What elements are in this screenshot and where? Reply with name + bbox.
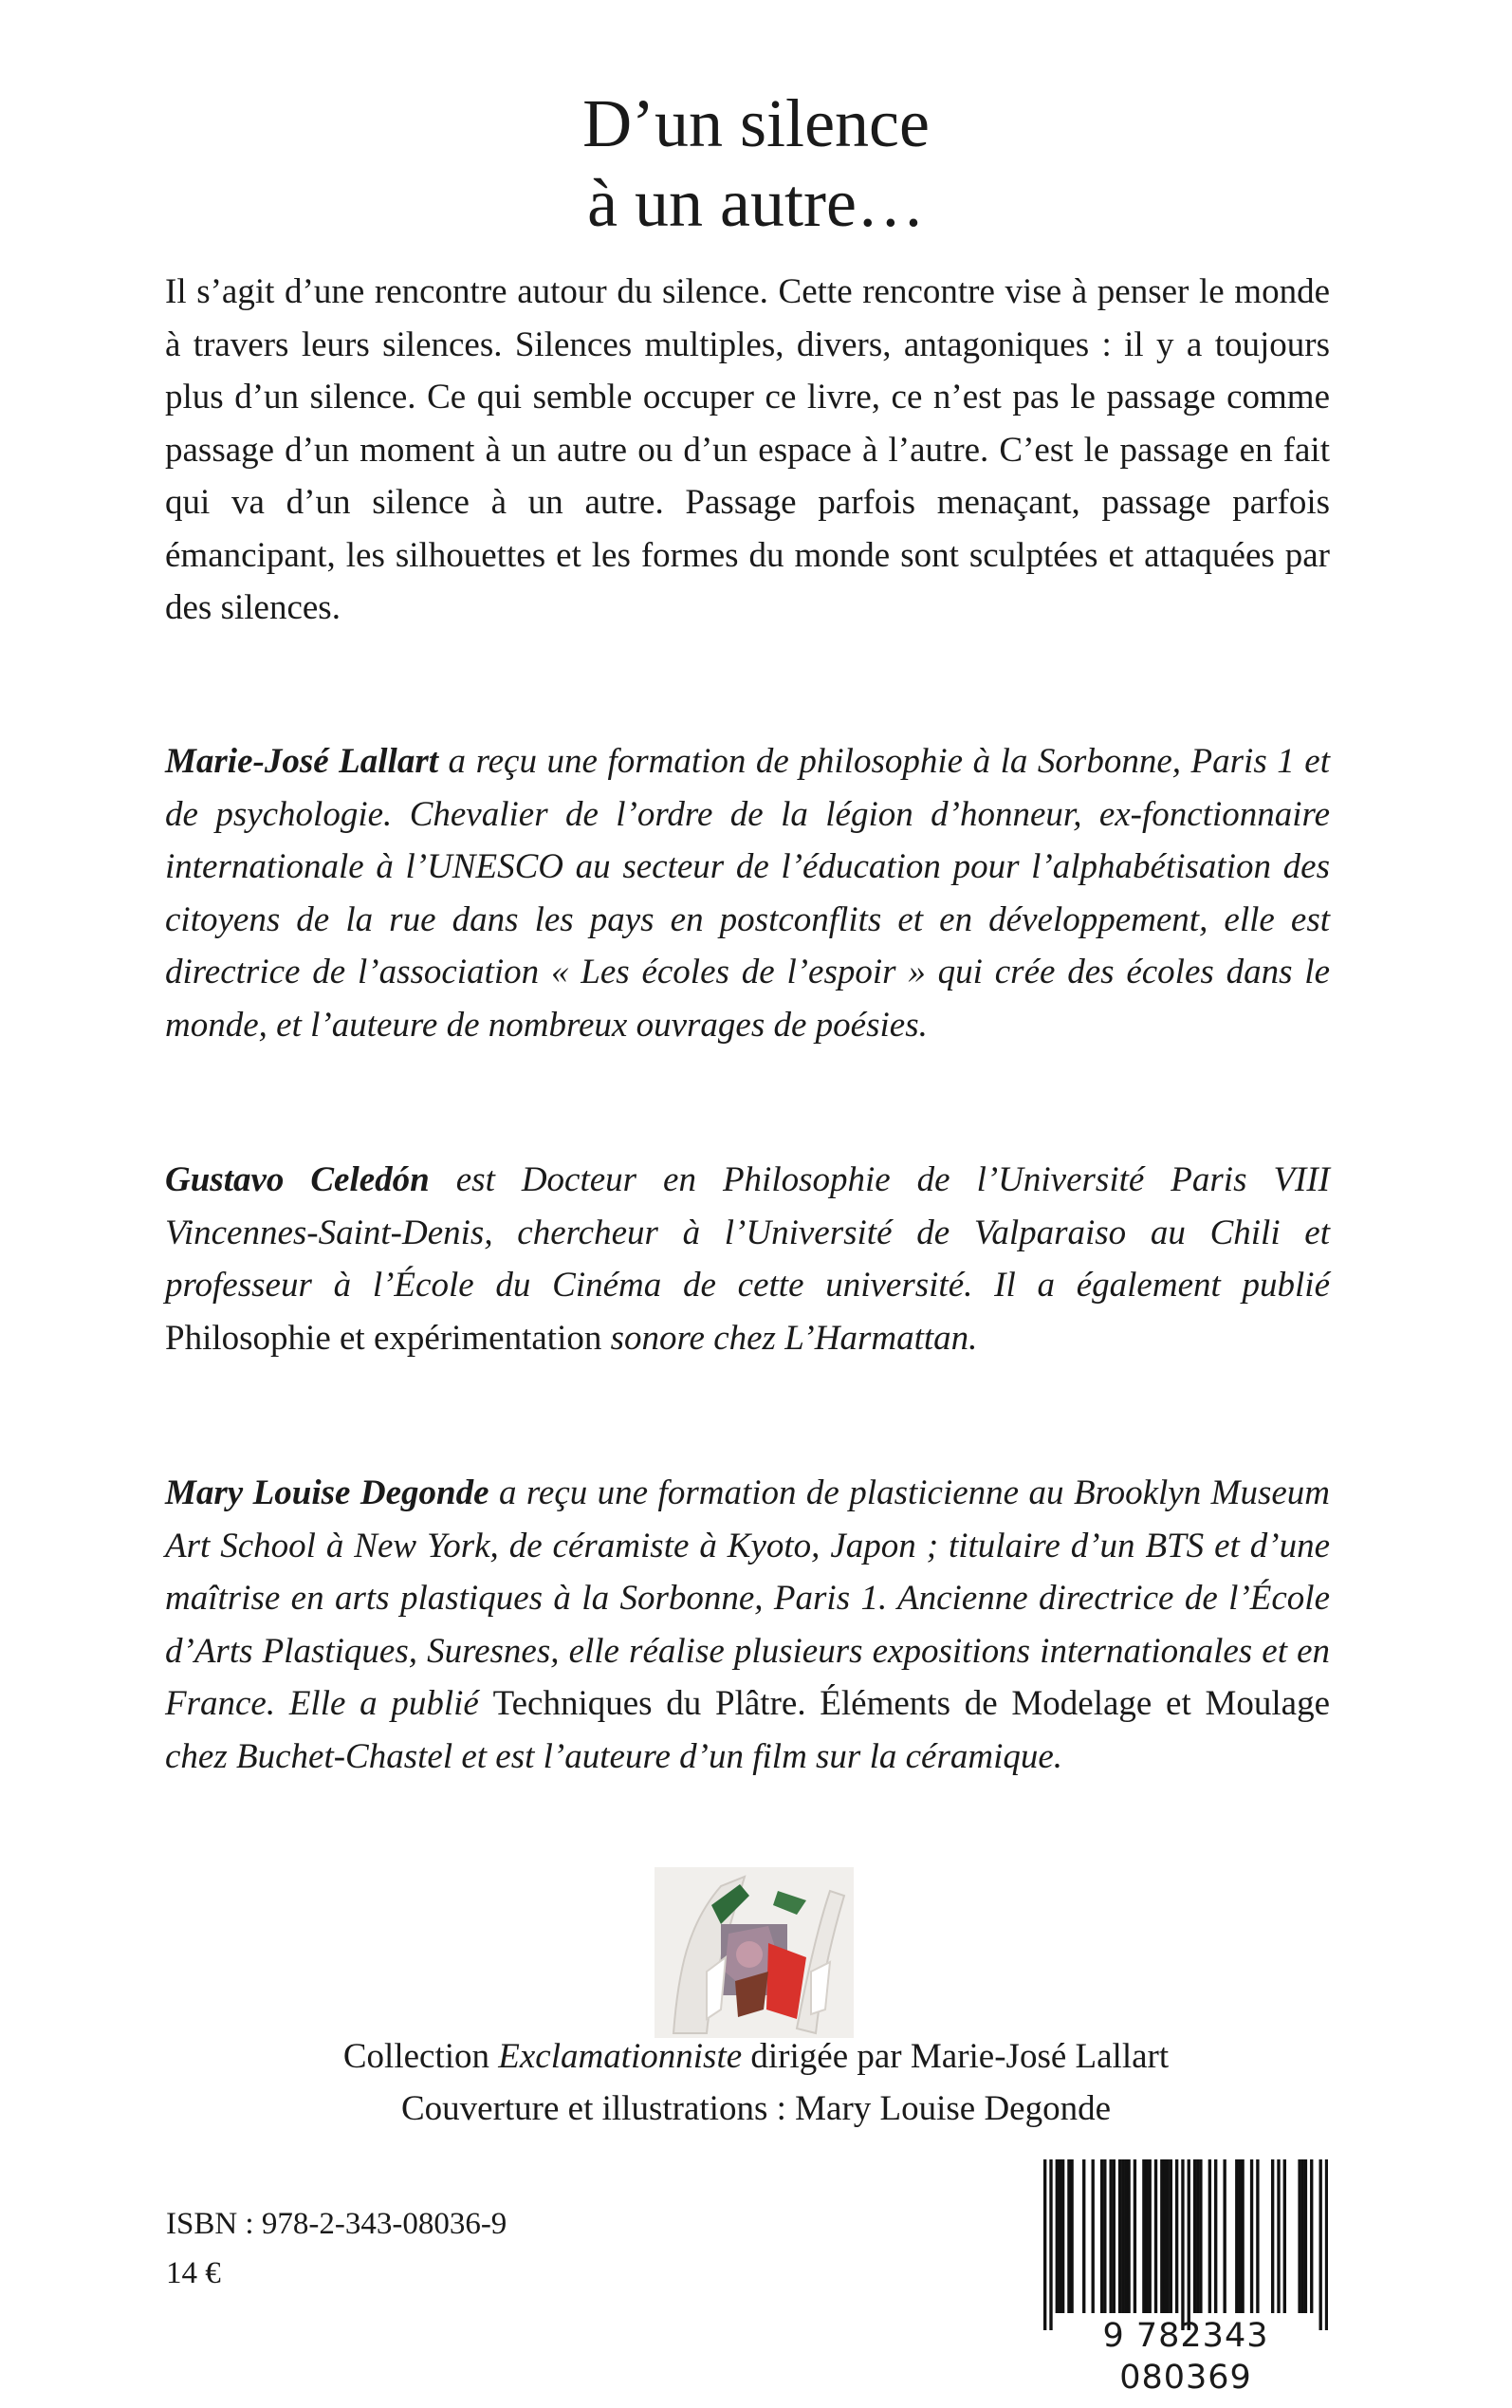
book-title — [0, 83, 1512, 243]
barcode-bar — [1145, 2159, 1148, 2313]
author-bio-celedon — [165, 1154, 1330, 1364]
barcode-bar — [1082, 2159, 1085, 2313]
title-line-1: D’un silence — [582, 85, 930, 161]
barcode-bar — [1061, 2159, 1064, 2313]
bio-text-lallart: a reçu une formation de philosophie à la Sorbonne, Paris 1 et de psychologie. Chevalier de l’ordre de la légion d’honneur, ex-fonctionnaire internationale à l’UNESCO au secteur de l’éducation pour l’alphabétisation des citoyens de la rue dans les pays en postconflits et en développement, elle est directrice de l’association « Les écoles de l’espoir » qui crée des écoles dans le monde, et l’auteure de nombreux ouvrages de poésies. — [165, 742, 1330, 1045]
barcode-bar — [1208, 2159, 1211, 2313]
bio-text-degonde-1: a reçu une formation de plasticienne au Brooklyn Museum Art School à New York, de céramiste à Kyoto, Japon ; titulaire d’un BTS et d’une maîtrise en arts plastiques à la Sorbonne, Paris 1. Ancienne directrice de l’École d’Arts Plastiques, Suresnes, elle réalise plusieurs expositions internationales et en France. Elle a publié — [165, 1473, 1330, 1723]
barcode-bar — [1056, 2159, 1059, 2313]
credits — [0, 2030, 1512, 2135]
barcode-bar — [1118, 2159, 1121, 2313]
barcode — [1043, 2159, 1328, 2330]
collection-credit — [0, 2030, 1512, 2083]
title-line-2: à un autre… — [587, 165, 925, 241]
barcode-bar — [1163, 2159, 1166, 2313]
bio-text-celedon-1: est Docteur en Philosophie de l’Université Paris VIII Vincennes-Saint-Denis, chercheur à l’Université de Valparaiso au Chili et professeur à l’École du Cinéma de cette université. Il a également publié — [165, 1160, 1331, 1305]
collection-name: Exclamationniste — [498, 2037, 743, 2076]
barcode-bar — [1124, 2159, 1127, 2313]
author-name-lallart: Marie-José Lallart — [165, 742, 439, 781]
barcode-bar — [1070, 2159, 1073, 2313]
barcode-bar — [1304, 2159, 1307, 2313]
barcode-bar — [1271, 2159, 1274, 2313]
author-name-degonde: Mary Louise Degonde — [165, 1473, 489, 1512]
author-bio-degonde — [165, 1467, 1330, 1783]
barcode-bar — [1142, 2159, 1145, 2313]
barcode-bar — [1170, 2159, 1172, 2313]
barcode-bar — [1301, 2159, 1304, 2313]
book-title-degonde: Techniques du Plâtre. Éléments de Modelage et Moulage — [492, 1684, 1330, 1723]
barcode-bar — [1043, 2159, 1046, 2330]
author-name-celedon: Gustavo Celedón — [165, 1160, 430, 1199]
barcode-bar — [1149, 2159, 1152, 2313]
barcode-bar — [1100, 2159, 1103, 2313]
barcode-bar — [1127, 2159, 1130, 2313]
barcode-bar — [1196, 2159, 1199, 2313]
barcode-bar — [1193, 2159, 1196, 2313]
barcode-bar — [1092, 2159, 1095, 2313]
barcode-bar — [1214, 2159, 1217, 2313]
barcode-bar — [1256, 2159, 1259, 2313]
barcode-bar — [1199, 2159, 1202, 2313]
barcode-bar — [1134, 2159, 1136, 2313]
barcode-bar — [1166, 2159, 1169, 2313]
price: 14 € — [166, 2256, 221, 2290]
barcode-bar — [1238, 2159, 1241, 2313]
barcode-bar — [1188, 2159, 1190, 2330]
collection-prefix: Collection — [342, 2037, 499, 2076]
barcode-bar — [1325, 2159, 1328, 2330]
barcode-bar — [1310, 2159, 1313, 2313]
barcode-bar — [1241, 2159, 1244, 2313]
barcode-bar — [1181, 2159, 1184, 2330]
barcode-bar — [1283, 2159, 1286, 2313]
barcode-bar — [1223, 2159, 1226, 2313]
barcode-bar — [1154, 2159, 1157, 2313]
barcode-bar — [1160, 2159, 1163, 2313]
barcode-bar — [1121, 2159, 1124, 2313]
bio-text-degonde-2: chez Buchet-Chastel et est l’auteure d’un film sur la céramique. — [165, 1736, 1063, 1776]
barcode-bar — [1049, 2159, 1052, 2330]
bio-text-celedon-2: sonore chez L’Harmattan. — [601, 1318, 978, 1358]
barcode-bar — [1277, 2159, 1280, 2313]
barcode-bar — [1103, 2159, 1106, 2313]
collection-suffix: dirigée par Marie-José Lallart — [742, 2037, 1170, 2076]
barcode-bar — [1250, 2159, 1253, 2313]
barcode-bar — [1235, 2159, 1238, 2313]
summary-paragraph: Il s’agit d’une rencontre autour du silence. Cette rencontre vise à penser le monde à travers leurs silences. Silences multiples, divers, antagoniques : il y a toujours plus d’un silence. Ce qui semble occuper ce livre, ce n’est pas le passage comme passage d’un moment à un autre ou d’un espace à l’autre. C’est le passage en fait qui va d’un silence à un autre. Passage parfois menaçant, passage parfois émancipant, les silhouettes et les formes du monde sont sculptées et attaquées par des silences. — [165, 272, 1330, 627]
barcode-bar — [1175, 2159, 1178, 2313]
barcode-bar — [1113, 2159, 1116, 2313]
barcode-bar — [1298, 2159, 1300, 2313]
barcode-digits: 9 782343 080369 — [1102, 2317, 1269, 2397]
barcode-bar — [1059, 2159, 1061, 2313]
cover-illustration-thumbnail — [655, 1867, 854, 2038]
barcode-bar — [1109, 2159, 1112, 2313]
barcode-bar — [1067, 2159, 1070, 2313]
author-bio-lallart — [165, 735, 1330, 1051]
cover-credit: Couverture et illustrations : Mary Louise Degonde — [400, 2089, 1112, 2128]
book-title-celedon: Philosophie et expérimentation — [165, 1318, 602, 1358]
barcode-bar — [1319, 2159, 1322, 2330]
isbn: ISBN : 978-2-343-08036-9 — [166, 2207, 507, 2241]
